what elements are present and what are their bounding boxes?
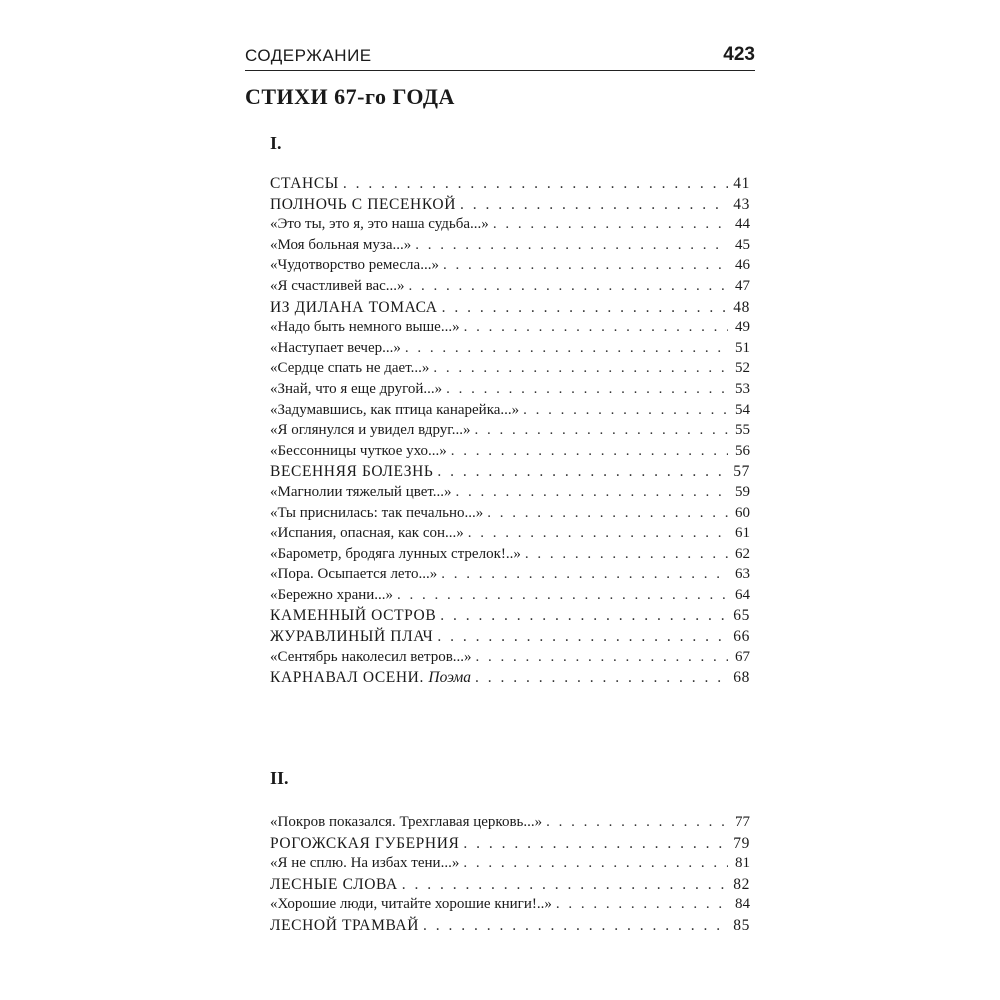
- toc-entry-page: 54: [735, 401, 750, 418]
- toc-entry-title: [270, 814, 542, 831]
- toc-entry-title-text: «Бережно храни...»: [270, 586, 394, 603]
- toc-entry: [270, 422, 750, 443]
- toc-entry-page: 51: [735, 339, 750, 356]
- toc-entry-title: [270, 546, 521, 563]
- toc-entry-page: 60: [735, 504, 750, 521]
- toc-entry-title-text: «Хорошие люди, читайте хорошие книги!..»: [270, 896, 552, 913]
- toc-entry-page: 66: [733, 628, 750, 646]
- toc-entry-title-text: «Покров показался. Трехглавая церковь...»: [270, 814, 543, 830]
- toc-entry-title-text: ЛЕСНОЙ ТРАМВАЙ: [270, 916, 420, 934]
- toc-entry: [270, 299, 750, 320]
- toc-entry: [270, 257, 750, 278]
- dot-leader: [446, 381, 728, 398]
- dot-leader: [474, 422, 728, 439]
- toc-entry-page: 85: [733, 916, 750, 934]
- toc-entry: [270, 360, 750, 381]
- toc-entry: [270, 278, 750, 299]
- toc-entry-title: [270, 422, 470, 439]
- toc-entry-title-text: «Я оглянулся и увидел вдруг...»: [270, 422, 471, 439]
- toc-entry-title: [270, 196, 456, 214]
- toc-entry-title-text: СТАНСЫ: [270, 175, 339, 192]
- toc-entry-page: 49: [735, 319, 750, 336]
- toc-entry: [270, 896, 750, 917]
- toc-entry-title: [270, 360, 429, 377]
- toc-entry: [270, 196, 750, 217]
- toc-entry-title-text: ЛЕСНЫЕ СЛОВА: [270, 875, 398, 893]
- toc-entry-title-text: «Ты приснилась: так печально...»: [270, 504, 484, 521]
- dot-leader: [423, 917, 728, 935]
- toc-entry-title: [270, 896, 552, 913]
- toc-entry-title-text: «Барометр, бродяга лунных стрелок!..»: [270, 545, 521, 562]
- dot-leader: [443, 257, 728, 274]
- toc-entry: [270, 381, 750, 402]
- toc-entry-page: 68: [733, 669, 750, 687]
- toc-entry-page: 47: [735, 277, 750, 294]
- toc-entry-title: [270, 855, 459, 872]
- toc-entry-page: 79: [733, 834, 750, 852]
- toc-entry-title: [270, 237, 411, 254]
- toc-entry-page: 55: [735, 422, 750, 439]
- toc-entry: [270, 216, 750, 237]
- dot-leader: [546, 814, 728, 831]
- section-title: СТИХИ 67-го ГОДА: [245, 84, 455, 109]
- toc-entry-title: [270, 505, 483, 522]
- toc-entry-title: [270, 876, 398, 894]
- toc-entry-page: 67: [735, 648, 750, 665]
- toc-entry-title: [270, 628, 433, 646]
- dot-leader: [464, 319, 728, 336]
- toc-entry: [270, 628, 750, 649]
- toc-entry-page: 81: [735, 855, 750, 872]
- toc-entry-page: 52: [735, 360, 750, 377]
- toc-entry: [270, 607, 750, 628]
- toc-entry-title-text: «Чудотворство ремесла...»: [270, 257, 439, 274]
- dot-leader: [476, 649, 728, 666]
- toc-list-part-2: [270, 814, 750, 938]
- toc-entry: [270, 175, 750, 196]
- toc-entry-title-text: «Я не сплю. На избах тени...»: [270, 855, 460, 872]
- dot-leader: [463, 855, 728, 872]
- toc-entry-page: 57: [733, 463, 750, 481]
- dot-leader: [523, 402, 728, 419]
- dot-leader: [456, 484, 728, 501]
- toc-entry: [270, 649, 750, 670]
- toc-entry-title-text: КАРНАВАЛ ОСЕНИ.: [270, 669, 424, 687]
- toc-entry: [270, 587, 750, 608]
- toc-entry-title-text: «Это ты, это я, это наша судьба...»: [270, 216, 489, 233]
- toc-entry: [270, 463, 750, 484]
- dot-leader: [437, 463, 728, 481]
- dot-leader: [442, 299, 728, 317]
- toc-entry-title: [270, 257, 439, 274]
- toc-entry-title: [270, 381, 442, 398]
- dot-leader: [405, 340, 728, 357]
- toc-entry-title: [270, 463, 433, 481]
- dot-leader: [415, 237, 728, 254]
- toc-entry-title-text: «Сердце спать не дает...»: [270, 360, 430, 377]
- toc-entry-title-text: ВЕСЕННЯЯ БОЛЕЗНЬ: [270, 463, 434, 481]
- toc-entry-title: [270, 299, 438, 317]
- toc-entry-title-text: «Сентябрь наколесил ветров...»: [270, 648, 472, 665]
- toc-entry: [270, 566, 750, 587]
- toc-entry-page: 46: [735, 257, 750, 274]
- toc-entry: [270, 855, 750, 876]
- toc-entry-page: 82: [733, 875, 750, 893]
- toc-entry-page: 64: [735, 586, 750, 603]
- dot-leader: [493, 216, 728, 233]
- toc-entry: [270, 525, 750, 546]
- toc-entry-page: 59: [735, 483, 750, 500]
- toc-entry: [270, 917, 750, 938]
- toc-entry-title: [270, 917, 419, 935]
- toc-entry-title-text: «Наступает вечер...»: [270, 339, 401, 356]
- toc-entry: [270, 546, 750, 567]
- toc-entry-title: [270, 525, 464, 542]
- dot-leader: [556, 896, 728, 913]
- dot-leader: [437, 628, 728, 646]
- toc-entry-title: [270, 340, 401, 357]
- toc-entry-page: 63: [735, 566, 750, 583]
- toc-entry-title-text: «Испания, опасная, как сон...»: [270, 525, 464, 542]
- dot-leader: [402, 876, 728, 894]
- dot-leader: [525, 546, 728, 563]
- toc-entry-title-text: «Задумавшись, как птица канарейка...»: [270, 401, 520, 418]
- toc-entry-title: [270, 566, 437, 583]
- dot-leader: [475, 669, 728, 687]
- toc-entry-title: [270, 175, 339, 193]
- dot-leader: [460, 196, 728, 214]
- toc-entry-page: 41: [733, 175, 750, 192]
- toc-entry-title-text: ПОЛНОЧЬ С ПЕСЕНКОЙ: [270, 195, 456, 213]
- toc-entry-page: 77: [735, 814, 750, 830]
- page-number: 423: [723, 44, 755, 65]
- toc-entry-page: 48: [733, 298, 750, 316]
- dot-leader: [397, 587, 728, 604]
- toc-entry: [270, 484, 750, 505]
- toc-entry-title-text: РОГОЖСКАЯ ГУБЕРНИЯ: [270, 834, 460, 852]
- toc-entry: [270, 237, 750, 258]
- toc-entry: [270, 505, 750, 526]
- toc-entry-title: [270, 835, 459, 853]
- toc-entry: [270, 319, 750, 340]
- toc-entry-title: [270, 587, 393, 604]
- dot-leader: [468, 525, 728, 542]
- toc-entry-title: [270, 607, 436, 625]
- toc-entry: [270, 835, 750, 856]
- dot-leader: [441, 566, 728, 583]
- toc-entry-page: 65: [733, 607, 750, 625]
- dot-leader: [409, 278, 728, 295]
- toc-entry-page: 53: [735, 380, 750, 397]
- toc-entry-title-text: «Надо быть немного выше...»: [270, 319, 460, 336]
- toc-entry: [270, 443, 750, 464]
- toc-entry-title: [270, 216, 489, 233]
- part-label: I.: [270, 133, 282, 153]
- dot-leader: [451, 443, 728, 460]
- toc-entry-page: 61: [735, 525, 750, 542]
- toc-entry-title: [270, 669, 471, 687]
- dot-leader: [440, 607, 728, 625]
- toc-list-part-1: [270, 175, 750, 690]
- toc-entry: [270, 876, 750, 897]
- toc-entry-page: 62: [735, 545, 750, 562]
- dot-leader: [463, 835, 728, 853]
- toc-entry: [270, 814, 750, 835]
- part-label: II.: [270, 768, 289, 788]
- toc-entry-page: 56: [735, 442, 750, 459]
- dot-leader: [343, 175, 728, 193]
- toc-entry-title: [270, 443, 447, 460]
- dot-leader: [433, 360, 728, 377]
- toc-entry-page: 45: [735, 236, 750, 253]
- toc-entry-page: 84: [735, 896, 750, 913]
- toc-entry-page: 43: [733, 195, 750, 213]
- toc-entry-title-text: «Пора. Осыпается лето...»: [270, 566, 438, 583]
- dot-leader: [487, 505, 728, 522]
- toc-entry-title: [270, 402, 519, 419]
- toc-entry: [270, 402, 750, 423]
- toc-entry-title-text: ЖУРАВЛИНЫЙ ПЛАЧ: [270, 628, 434, 646]
- toc-entry-note: Поэма: [428, 669, 472, 687]
- toc-entry-title-text: «Магнолии тяжелый цвет...»: [270, 483, 452, 500]
- toc-entry-title-text: ИЗ ДИЛАНА ТОМАСА: [270, 298, 438, 316]
- running-header: [245, 44, 755, 71]
- toc-entry-title-text: КАМЕННЫЙ ОСТРОВ: [270, 607, 437, 625]
- toc-entry-title-text: «Бессонницы чуткое ухо...»: [270, 442, 447, 459]
- toc-entry-title-text: «Моя больная муза...»: [270, 236, 412, 253]
- toc-entry-title: [270, 278, 405, 295]
- toc-entry-title: [270, 649, 472, 666]
- toc-entry: [270, 669, 750, 690]
- toc-entry: [270, 340, 750, 361]
- toc-entry-page: 44: [735, 216, 750, 233]
- toc-entry-title: [270, 484, 452, 501]
- running-title: СОДЕРЖАНИЕ: [245, 46, 372, 65]
- toc-entry-title: [270, 319, 460, 336]
- toc-entry-title-text: «Знай, что я еще другой...»: [270, 380, 443, 397]
- toc-entry-title-text: «Я счастливей вас...»: [270, 277, 405, 294]
